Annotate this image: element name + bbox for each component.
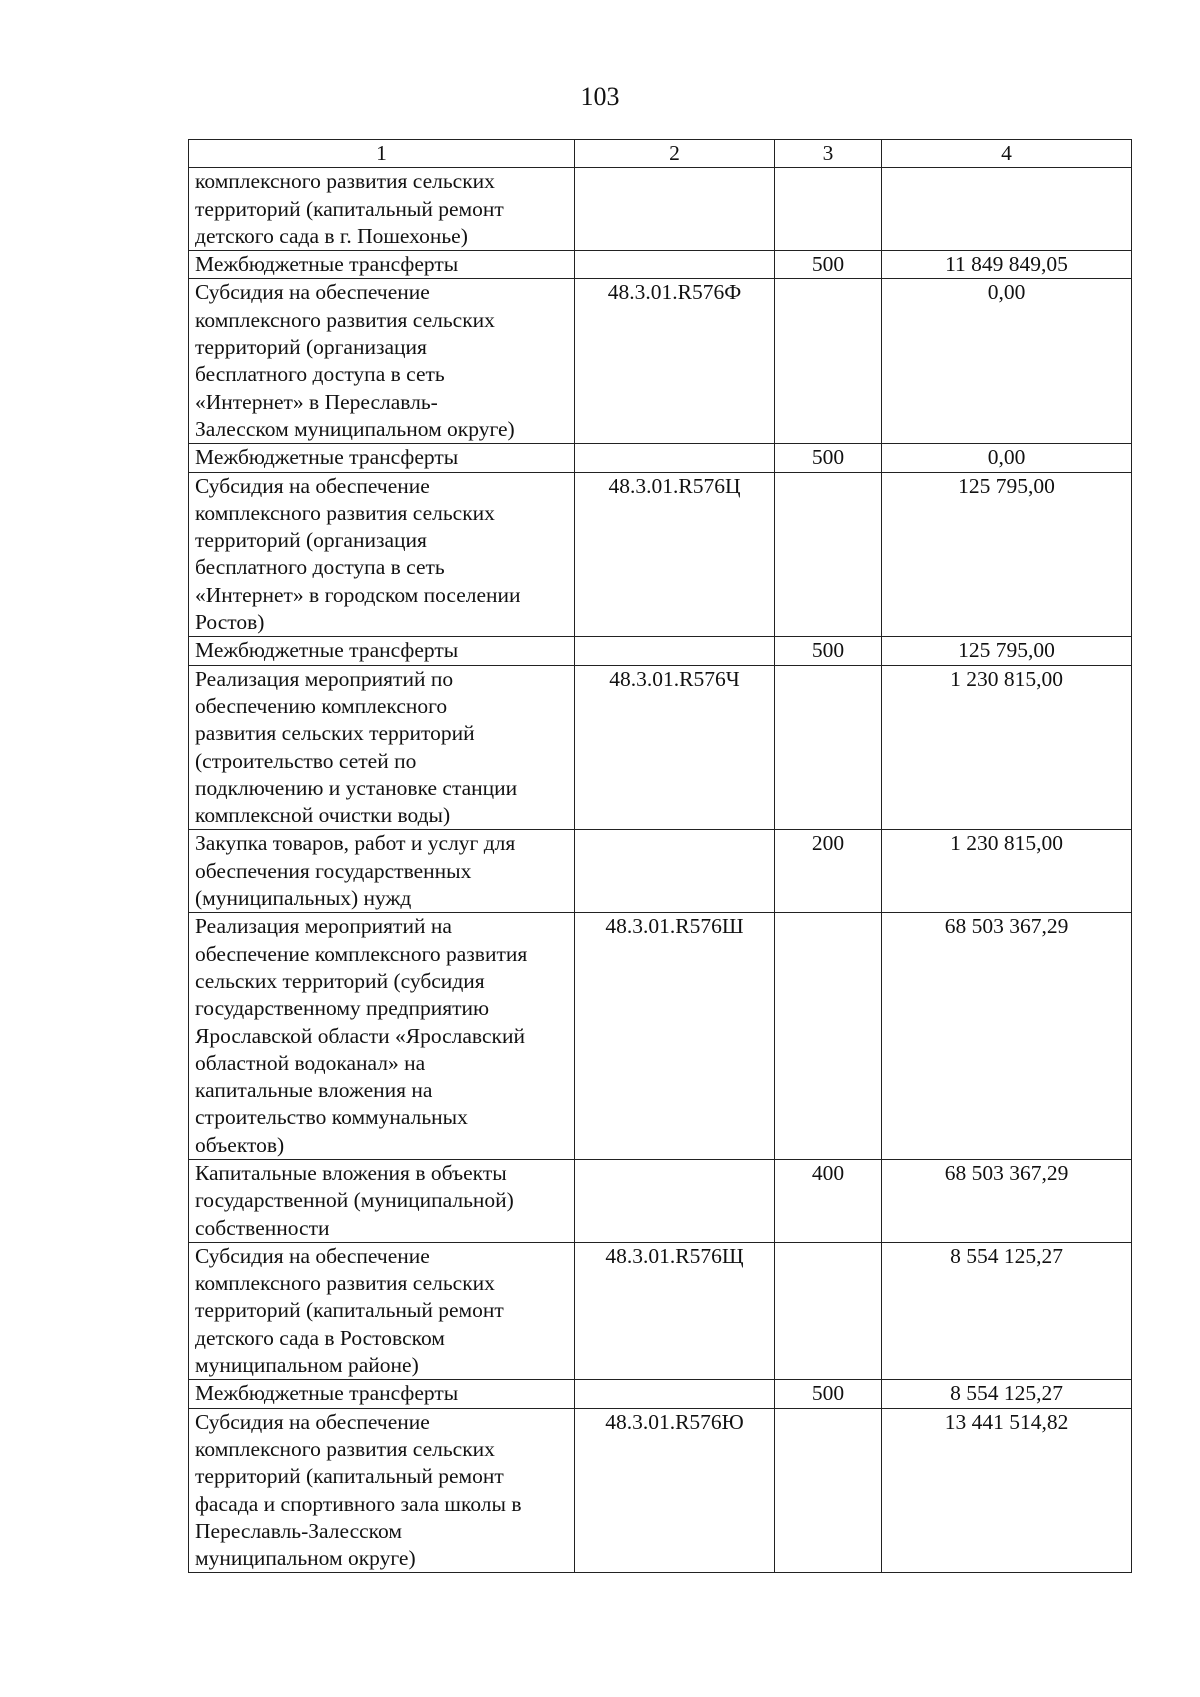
row-expense-type (775, 665, 882, 830)
row-description: Субсидия на обеспечение комплексного развития сельских территорий (капитальный ремонт детского сада в Ростовском муниципальном районе) (189, 1242, 575, 1379)
row-description: Межбюджетные трансферты (189, 251, 575, 279)
row-amount: 125 795,00 (882, 472, 1132, 637)
row-description: Реализация мероприятий на обеспечение комплексного развития сельских территорий (субсидия государственному предприятию Ярославской области «Ярославский областной водоканал» на капитальные вложения на строительство коммунальных объектов) (189, 913, 575, 1160)
row-expense-type: 500 (775, 637, 882, 665)
row-target-code (575, 444, 775, 472)
budget-table (188, 139, 1132, 1573)
row-amount: 0,00 (882, 279, 1132, 444)
row-target-code: 48.3.01.R576Ш (575, 913, 775, 1160)
row-description: Закупка товаров, работ и услуг для обеспечения государственных (муниципальных) нужд (189, 830, 575, 913)
row-target-code: 48.3.01.R576Ч (575, 665, 775, 830)
row-description: Реализация мероприятий по обеспечению комплексного развития сельских территорий (строительство сетей по подключению и установке станции комплексной очистки воды) (189, 665, 575, 830)
row-description: комплексного развития сельских территорий (капитальный ремонт детского сада в г. Пошехонье) (189, 168, 575, 251)
row-target-code (575, 637, 775, 665)
row-amount: 68 503 367,29 (882, 1159, 1132, 1242)
row-target-code (575, 1159, 775, 1242)
table-row (189, 472, 1132, 637)
table-row (189, 279, 1132, 444)
table-row (189, 1242, 1132, 1379)
row-description: Межбюджетные трансферты (189, 637, 575, 665)
table-row (189, 830, 1132, 913)
row-amount: 68 503 367,29 (882, 913, 1132, 1160)
row-target-code: 48.3.01.R576Ф (575, 279, 775, 444)
row-expense-type: 500 (775, 444, 882, 472)
row-target-code (575, 251, 775, 279)
header-col-1: 1 (189, 140, 575, 168)
row-expense-type (775, 1408, 882, 1573)
table-row (189, 913, 1132, 1160)
row-target-code (575, 168, 775, 251)
row-target-code: 48.3.01.R576Щ (575, 1242, 775, 1379)
row-expense-type (775, 913, 882, 1160)
row-description: Субсидия на обеспечение комплексного развития сельских территорий (организация бесплатного доступа в сеть «Интернет» в городском поселении Ростов) (189, 472, 575, 637)
table-header (189, 140, 1132, 168)
table-row (189, 665, 1132, 830)
row-amount: 13 441 514,82 (882, 1408, 1132, 1573)
row-expense-type: 500 (775, 251, 882, 279)
table-row (189, 1159, 1132, 1242)
row-target-code (575, 1380, 775, 1408)
row-description: Капитальные вложения в объекты государственной (муниципальной) собственности (189, 1159, 575, 1242)
table-row (189, 251, 1132, 279)
row-description: Субсидия на обеспечение комплексного развития сельских территорий (капитальный ремонт фасада и спортивного зала школы в Переславль-Залесском муниципальном округе) (189, 1408, 575, 1573)
row-amount: 8 554 125,27 (882, 1242, 1132, 1379)
row-amount: 125 795,00 (882, 637, 1132, 665)
row-description: Межбюджетные трансферты (189, 1380, 575, 1408)
table-row (189, 444, 1132, 472)
table-body (189, 168, 1132, 1573)
table-row (189, 637, 1132, 665)
row-amount: 0,00 (882, 444, 1132, 472)
row-expense-type (775, 168, 882, 251)
header-col-4: 4 (882, 140, 1132, 168)
row-amount: 1 230 815,00 (882, 830, 1132, 913)
header-col-3: 3 (775, 140, 882, 168)
row-description: Межбюджетные трансферты (189, 444, 575, 472)
row-target-code (575, 830, 775, 913)
row-amount: 1 230 815,00 (882, 665, 1132, 830)
header-row (189, 140, 1132, 168)
row-amount: 8 554 125,27 (882, 1380, 1132, 1408)
table-row (189, 1408, 1132, 1573)
row-expense-type: 200 (775, 830, 882, 913)
table-row (189, 1380, 1132, 1408)
row-target-code: 48.3.01.R576Ц (575, 472, 775, 637)
row-amount: 11 849 849,05 (882, 251, 1132, 279)
row-expense-type (775, 1242, 882, 1379)
table-row (189, 168, 1132, 251)
row-target-code: 48.3.01.R576Ю (575, 1408, 775, 1573)
row-expense-type: 500 (775, 1380, 882, 1408)
row-expense-type (775, 472, 882, 637)
page-number: 103 (580, 82, 620, 111)
row-expense-type (775, 279, 882, 444)
row-description: Субсидия на обеспечение комплексного развития сельских территорий (организация бесплатного доступа в сеть «Интернет» в Переславль- Залесском муниципальном округе) (189, 279, 575, 444)
row-amount (882, 168, 1132, 251)
row-expense-type: 400 (775, 1159, 882, 1242)
header-col-2: 2 (575, 140, 775, 168)
